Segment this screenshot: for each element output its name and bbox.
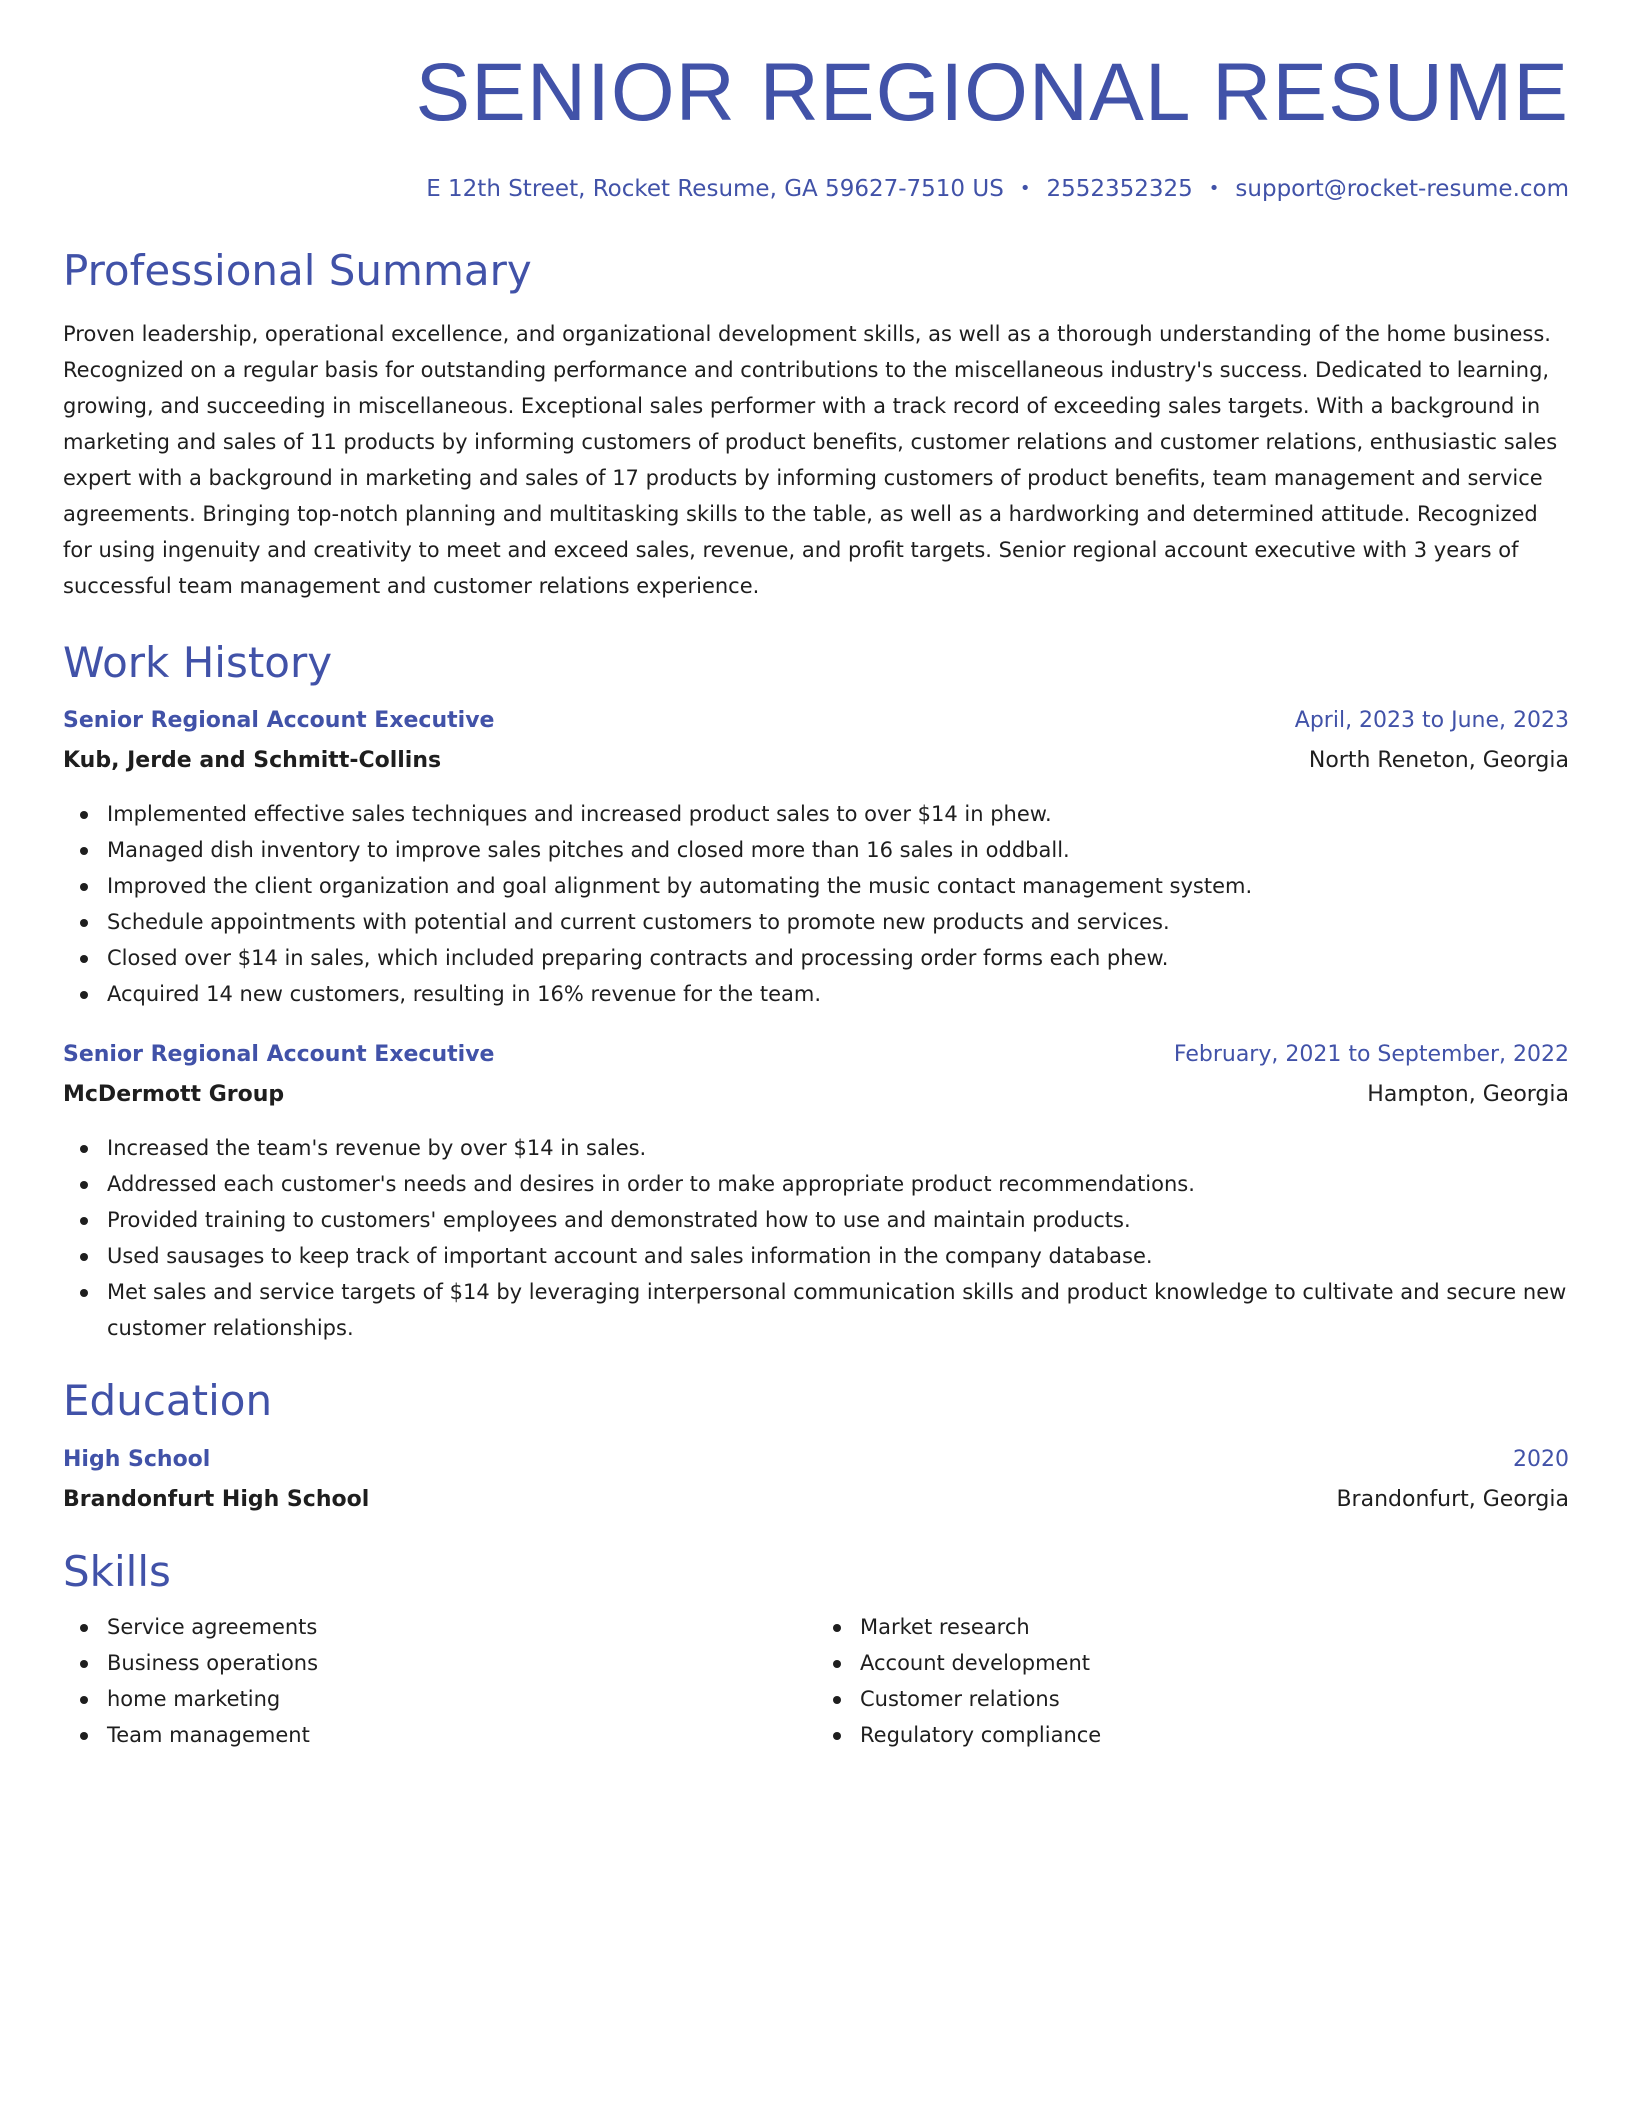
job-bullet: Addressed each customer's needs and desires in order to make appropriate product recommendations. <box>63 1166 1569 1202</box>
job-bullet: Improved the client organization and goal alignment by automating the music contact management system. <box>63 868 1569 904</box>
contact-line <box>63 176 1569 204</box>
skill-item: Business operations <box>63 1645 816 1681</box>
skills-section <box>63 1547 1569 1753</box>
job-location: North Reneton, Georgia <box>1308 748 1569 774</box>
job-bullet-list <box>63 796 1569 1012</box>
job-dates: April, 2023 to June, 2023 <box>1294 708 1569 734</box>
job-bullet: Increased the team's revenue by over $14 in sales. <box>63 1130 1569 1166</box>
education-location: Brandonfurt, Georgia <box>1336 1486 1569 1512</box>
contact-email[interactable]: support@rocket-resume.com <box>1235 176 1569 202</box>
skill-item: Account development <box>816 1645 1569 1681</box>
job-bullet: Closed over $14 in sales, which included preparing contracts and processing order forms each phew. <box>63 940 1569 976</box>
skills-column-right <box>816 1609 1569 1753</box>
job-location: Hampton, Georgia <box>1367 1082 1569 1108</box>
summary-section <box>63 246 1569 604</box>
work-history-section <box>63 638 1569 1346</box>
job-bullet: Implemented effective sales techniques and increased product sales to over $14 in phew. <box>63 796 1569 832</box>
section-title-education: Education <box>63 1376 273 1426</box>
job-bullet-list <box>63 1130 1569 1346</box>
summary-text: Proven leadership, operational excellence, and organizational development skills, as well as a thorough understanding of the home business. Recognized on a regular basis for outstanding performance and contributions to the miscellaneous industry's success. Dedicated to learning, growing, and succeeding in miscellaneous. Exceptional sales performer with a track record of exceeding sales targets. With a background in marketing and sales of 11 products by informing customers of product benefits, customer relations and customer relations, enthusiastic sales expert with a background in marketing and sales of 17 products by informing customers of product benefits, team management and service agreements. Bringing top-notch planning and multitasking skills to the table, as well as a hardworking and determined attitude. Recognized for using ingenuity and creativity to meet and exceed sales, revenue, and profit targets. Senior regional account executive with 3 years of successful team management and customer relations experience. <box>63 321 1558 598</box>
contact-separator: • <box>1019 178 1031 199</box>
skills-column-left <box>63 1609 816 1753</box>
job-employer: McDermott Group <box>63 1082 285 1108</box>
skill-item: home marketing <box>63 1681 816 1717</box>
skill-item: Market research <box>816 1609 1569 1645</box>
education-section <box>63 1376 1569 1526</box>
resume-name: SENIOR REGIONAL RESUME <box>415 47 1569 138</box>
education-degree: High School <box>63 1446 211 1472</box>
job-entry <box>63 1042 1569 1346</box>
job-title: Senior Regional Account Executive <box>63 708 495 734</box>
section-title-skills: Skills <box>63 1546 171 1596</box>
job-bullet: Schedule appointments with potential and current customers to promote new products and services. <box>63 904 1569 940</box>
education-entry <box>63 1447 1569 1527</box>
skills-list <box>63 1609 816 1753</box>
skills-list <box>816 1609 1569 1753</box>
skills-grid <box>63 1609 1569 1753</box>
section-title-work-history: Work History <box>63 637 333 687</box>
job-bullet: Provided training to customers' employees and demonstrated how to use and maintain products. <box>63 1202 1569 1238</box>
resume-header <box>63 47 1569 204</box>
skill-item: Team management <box>63 1717 816 1753</box>
education-school: Brandonfurt High School <box>63 1486 370 1512</box>
job-bullet: Managed dish inventory to improve sales pitches and closed more than 16 sales in oddball. <box>63 832 1569 868</box>
skill-item: Regulatory compliance <box>816 1717 1569 1753</box>
skill-item: Service agreements <box>63 1609 816 1645</box>
job-entry <box>63 708 1569 1012</box>
job-dates: February, 2021 to September, 2022 <box>1173 1042 1569 1068</box>
education-year: 2020 <box>1513 1446 1569 1472</box>
section-title-summary: Professional Summary <box>63 245 532 295</box>
contact-separator: • <box>1208 178 1220 199</box>
job-bullet: Met sales and service targets of $14 by leveraging interpersonal communication skills and product knowledge to cultivate and secure new customer relationships. <box>63 1274 1569 1346</box>
job-bullet: Used sausages to keep track of important account and sales information in the company database. <box>63 1238 1569 1274</box>
job-bullet: Acquired 14 new customers, resulting in 16% revenue for the team. <box>63 976 1569 1012</box>
job-title: Senior Regional Account Executive <box>63 1042 495 1068</box>
contact-phone: 2552352325 <box>1046 176 1193 202</box>
contact-address: E 12th Street, Rocket Resume, GA 59627-7510 US <box>426 176 1004 202</box>
skill-item: Customer relations <box>816 1681 1569 1717</box>
job-employer: Kub, Jerde and Schmitt-Collins <box>63 748 442 774</box>
